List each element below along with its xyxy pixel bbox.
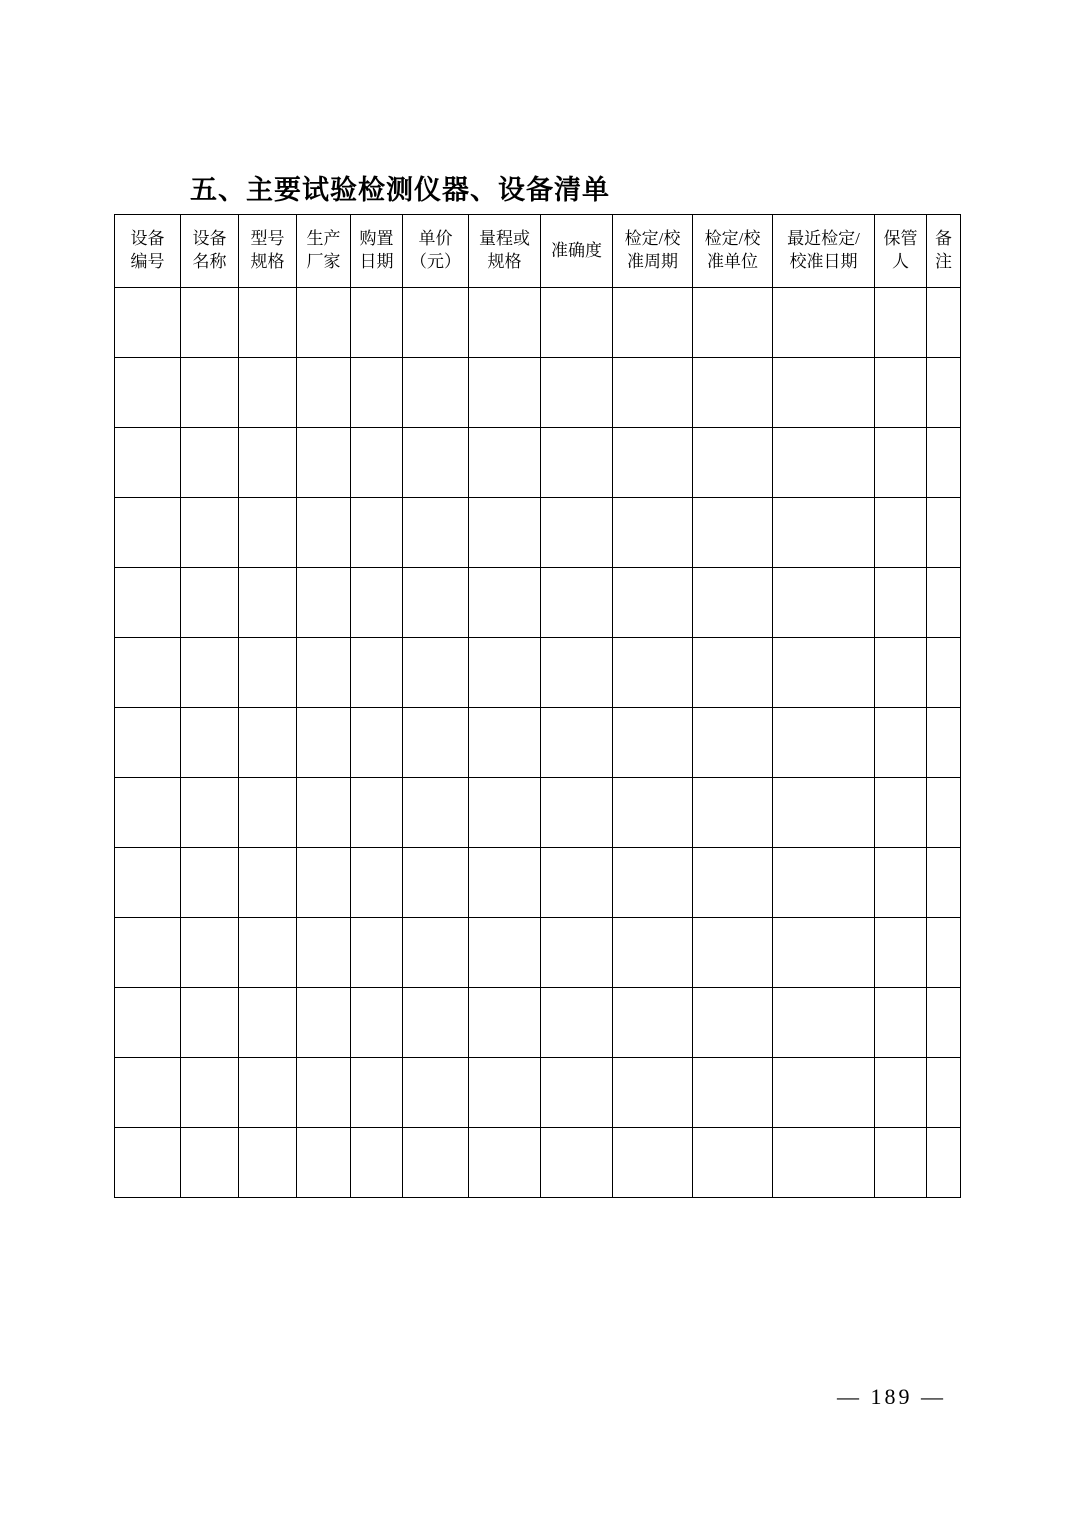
table-row bbox=[115, 638, 961, 708]
column-header-0 bbox=[115, 215, 181, 288]
table-row bbox=[115, 1128, 961, 1198]
table-cell[interactable] bbox=[613, 358, 693, 428]
page-title: 五、主要试验检测仪器、设备清单 bbox=[190, 175, 610, 205]
table-cell[interactable] bbox=[239, 988, 297, 1058]
table-cell[interactable] bbox=[693, 1058, 773, 1128]
table-cell[interactable] bbox=[541, 708, 613, 778]
column-header-11 bbox=[875, 215, 927, 288]
column-header-line2: 准周期 bbox=[627, 252, 678, 271]
table-cell[interactable] bbox=[403, 1058, 469, 1128]
table-header bbox=[115, 215, 961, 288]
table-cell[interactable] bbox=[239, 358, 297, 428]
table-cell[interactable] bbox=[541, 498, 613, 568]
table-cell[interactable] bbox=[541, 1058, 613, 1128]
table-cell[interactable] bbox=[693, 498, 773, 568]
table-cell[interactable] bbox=[239, 428, 297, 498]
table-cell[interactable] bbox=[773, 1058, 875, 1128]
table-cell[interactable] bbox=[469, 568, 541, 638]
table-row bbox=[115, 778, 961, 848]
column-header-12 bbox=[927, 215, 961, 288]
table-cell[interactable] bbox=[693, 288, 773, 358]
page-number: — 189 — bbox=[837, 1384, 946, 1409]
table-cell[interactable] bbox=[613, 1128, 693, 1198]
column-header-line2: 准单位 bbox=[707, 252, 758, 271]
table-row bbox=[115, 288, 961, 358]
table-cell[interactable] bbox=[297, 778, 351, 848]
table-cell[interactable] bbox=[115, 1128, 181, 1198]
table-cell[interactable] bbox=[875, 568, 927, 638]
table-cell[interactable] bbox=[403, 918, 469, 988]
table-cell[interactable] bbox=[403, 848, 469, 918]
column-header-line1: 设备 bbox=[192, 229, 227, 249]
table-cell[interactable] bbox=[297, 498, 351, 568]
table-cell[interactable] bbox=[403, 708, 469, 778]
table-cell[interactable] bbox=[927, 288, 961, 358]
table-cell[interactable] bbox=[773, 358, 875, 428]
table-cell[interactable] bbox=[613, 288, 693, 358]
table-row bbox=[115, 498, 961, 568]
column-header-line1: 型号 bbox=[250, 229, 285, 249]
table-cell[interactable] bbox=[181, 1128, 239, 1198]
table-cell[interactable] bbox=[773, 498, 875, 568]
table-row bbox=[115, 708, 961, 778]
table-cell[interactable] bbox=[875, 428, 927, 498]
table-cell[interactable] bbox=[875, 988, 927, 1058]
table-cell[interactable] bbox=[613, 848, 693, 918]
table-cell[interactable] bbox=[541, 848, 613, 918]
column-header-line2: 名称 bbox=[192, 252, 227, 271]
table-cell[interactable] bbox=[875, 848, 927, 918]
table-cell[interactable] bbox=[115, 848, 181, 918]
table-cell[interactable] bbox=[181, 848, 239, 918]
table-cell[interactable] bbox=[115, 638, 181, 708]
table-cell[interactable] bbox=[351, 498, 403, 568]
column-header-5 bbox=[403, 215, 469, 288]
table-cell[interactable] bbox=[115, 358, 181, 428]
table-cell[interactable] bbox=[181, 358, 239, 428]
table-cell[interactable] bbox=[927, 428, 961, 498]
table-cell[interactable] bbox=[927, 1128, 961, 1198]
table-header-row bbox=[115, 215, 961, 288]
table-cell[interactable] bbox=[351, 988, 403, 1058]
table-cell[interactable] bbox=[403, 988, 469, 1058]
table-cell[interactable] bbox=[403, 638, 469, 708]
table-cell[interactable] bbox=[773, 568, 875, 638]
table-cell[interactable] bbox=[469, 778, 541, 848]
column-header-10 bbox=[773, 215, 875, 288]
table-cell[interactable] bbox=[773, 708, 875, 778]
table-cell[interactable] bbox=[181, 638, 239, 708]
table-cell[interactable] bbox=[115, 708, 181, 778]
column-header-line2: 校准日期 bbox=[789, 252, 858, 271]
column-header-line1: 最近检定/ bbox=[787, 229, 860, 249]
table-cell[interactable] bbox=[469, 848, 541, 918]
table-cell[interactable] bbox=[773, 288, 875, 358]
table-cell[interactable] bbox=[613, 918, 693, 988]
table-cell[interactable] bbox=[693, 988, 773, 1058]
table-cell[interactable] bbox=[115, 778, 181, 848]
table-cell[interactable] bbox=[541, 988, 613, 1058]
table-cell[interactable] bbox=[927, 848, 961, 918]
table-cell[interactable] bbox=[181, 988, 239, 1058]
column-header-line1: 检定/校 bbox=[624, 229, 681, 249]
table-cell[interactable] bbox=[297, 1128, 351, 1198]
table-cell[interactable] bbox=[875, 918, 927, 988]
table-cell[interactable] bbox=[351, 638, 403, 708]
table-cell[interactable] bbox=[403, 358, 469, 428]
table-cell[interactable] bbox=[239, 288, 297, 358]
table-cell[interactable] bbox=[927, 498, 961, 568]
table-cell[interactable] bbox=[541, 918, 613, 988]
column-header-line2: 规格 bbox=[487, 252, 522, 271]
table-cell[interactable] bbox=[613, 568, 693, 638]
table-cell[interactable] bbox=[927, 358, 961, 428]
table-row bbox=[115, 428, 961, 498]
table-cell[interactable] bbox=[403, 778, 469, 848]
table-cell[interactable] bbox=[469, 918, 541, 988]
table-cell[interactable] bbox=[239, 848, 297, 918]
table-row bbox=[115, 358, 961, 428]
column-header-line1: 单价 bbox=[418, 229, 453, 249]
table-cell[interactable] bbox=[927, 1058, 961, 1128]
column-header-line2: 注 bbox=[935, 252, 952, 271]
table-cell[interactable] bbox=[613, 1058, 693, 1128]
table-cell[interactable] bbox=[115, 1058, 181, 1128]
table-cell[interactable] bbox=[613, 708, 693, 778]
table-cell[interactable] bbox=[297, 1058, 351, 1128]
table-cell[interactable] bbox=[351, 358, 403, 428]
table-cell[interactable] bbox=[693, 708, 773, 778]
table-cell[interactable] bbox=[469, 708, 541, 778]
table-cell[interactable] bbox=[239, 918, 297, 988]
table-cell[interactable] bbox=[875, 778, 927, 848]
table-cell[interactable] bbox=[613, 778, 693, 848]
table-cell[interactable] bbox=[181, 498, 239, 568]
table-cell[interactable] bbox=[297, 288, 351, 358]
table-cell[interactable] bbox=[115, 498, 181, 568]
table-cell[interactable] bbox=[927, 708, 961, 778]
table-cell[interactable] bbox=[875, 1128, 927, 1198]
table-cell[interactable] bbox=[469, 288, 541, 358]
table-cell[interactable] bbox=[239, 498, 297, 568]
table-cell[interactable] bbox=[181, 708, 239, 778]
table-cell[interactable] bbox=[297, 568, 351, 638]
table-cell[interactable] bbox=[541, 638, 613, 708]
table-cell[interactable] bbox=[403, 1128, 469, 1198]
table-cell[interactable] bbox=[403, 428, 469, 498]
column-header-8 bbox=[613, 215, 693, 288]
table-cell[interactable] bbox=[115, 428, 181, 498]
table-cell[interactable] bbox=[181, 1058, 239, 1128]
table-cell[interactable] bbox=[239, 778, 297, 848]
column-header-line1: 保管 bbox=[883, 229, 918, 249]
column-header-9 bbox=[693, 215, 773, 288]
column-header-4 bbox=[351, 215, 403, 288]
table-cell[interactable] bbox=[351, 1128, 403, 1198]
table-cell[interactable] bbox=[239, 708, 297, 778]
table-cell[interactable] bbox=[115, 568, 181, 638]
table-cell[interactable] bbox=[773, 638, 875, 708]
table-cell[interactable] bbox=[297, 428, 351, 498]
table-row bbox=[115, 848, 961, 918]
table-cell[interactable] bbox=[181, 288, 239, 358]
table-cell[interactable] bbox=[239, 568, 297, 638]
table-row bbox=[115, 568, 961, 638]
table-cell[interactable] bbox=[469, 428, 541, 498]
table-cell[interactable] bbox=[351, 568, 403, 638]
table-cell[interactable] bbox=[693, 848, 773, 918]
table-row bbox=[115, 988, 961, 1058]
table-cell[interactable] bbox=[613, 638, 693, 708]
table-cell[interactable] bbox=[239, 638, 297, 708]
column-header-3 bbox=[297, 215, 351, 288]
table-cell[interactable] bbox=[297, 638, 351, 708]
table-cell[interactable] bbox=[927, 568, 961, 638]
column-header-line2: 编号 bbox=[130, 252, 165, 271]
column-header-6 bbox=[469, 215, 541, 288]
table-body bbox=[115, 288, 961, 1198]
table-cell[interactable] bbox=[541, 568, 613, 638]
table-cell[interactable] bbox=[469, 1128, 541, 1198]
table-cell[interactable] bbox=[613, 498, 693, 568]
column-header-line1: 设备 bbox=[130, 229, 165, 249]
table-cell[interactable] bbox=[541, 1128, 613, 1198]
column-header-1 bbox=[181, 215, 239, 288]
table-cell[interactable] bbox=[297, 358, 351, 428]
table-cell[interactable] bbox=[403, 288, 469, 358]
table-row bbox=[115, 918, 961, 988]
table-cell[interactable] bbox=[469, 498, 541, 568]
table-cell[interactable] bbox=[693, 358, 773, 428]
table-cell[interactable] bbox=[297, 918, 351, 988]
table-cell[interactable] bbox=[927, 638, 961, 708]
table-cell[interactable] bbox=[181, 778, 239, 848]
table-cell[interactable] bbox=[351, 288, 403, 358]
table-cell[interactable] bbox=[541, 428, 613, 498]
table-cell[interactable] bbox=[773, 1128, 875, 1198]
column-header-line1: 检定/校 bbox=[704, 229, 761, 249]
column-header-line1: 量程或 bbox=[479, 229, 530, 249]
table-cell[interactable] bbox=[541, 288, 613, 358]
table-cell[interactable] bbox=[351, 848, 403, 918]
table-cell[interactable] bbox=[181, 568, 239, 638]
table-cell[interactable] bbox=[693, 428, 773, 498]
column-header-line1: 购置 bbox=[359, 229, 394, 249]
equipment-table-container bbox=[114, 214, 960, 1198]
column-header-line2: （元） bbox=[410, 252, 461, 271]
table-cell[interactable] bbox=[469, 1058, 541, 1128]
column-header-2 bbox=[239, 215, 297, 288]
column-header-7 bbox=[541, 215, 613, 288]
table-cell[interactable] bbox=[297, 708, 351, 778]
table-cell[interactable] bbox=[181, 428, 239, 498]
table-cell[interactable] bbox=[351, 428, 403, 498]
table-cell[interactable] bbox=[239, 1058, 297, 1128]
equipment-list-table bbox=[114, 214, 961, 1198]
table-cell[interactable] bbox=[773, 428, 875, 498]
table-cell[interactable] bbox=[773, 778, 875, 848]
table-cell[interactable] bbox=[875, 498, 927, 568]
table-cell[interactable] bbox=[693, 568, 773, 638]
table-cell[interactable] bbox=[403, 498, 469, 568]
table-cell[interactable] bbox=[351, 708, 403, 778]
table-cell[interactable] bbox=[613, 988, 693, 1058]
column-header-line2: 人 bbox=[892, 252, 909, 271]
table-cell[interactable] bbox=[351, 778, 403, 848]
table-cell[interactable] bbox=[541, 358, 613, 428]
table-cell[interactable] bbox=[875, 638, 927, 708]
table-cell[interactable] bbox=[693, 778, 773, 848]
table-cell[interactable] bbox=[927, 778, 961, 848]
table-cell[interactable] bbox=[773, 988, 875, 1058]
table-cell[interactable] bbox=[115, 918, 181, 988]
table-cell[interactable] bbox=[469, 358, 541, 428]
table-cell[interactable] bbox=[773, 848, 875, 918]
table-cell[interactable] bbox=[541, 778, 613, 848]
column-header-line1: 准确度 bbox=[551, 240, 602, 260]
table-cell[interactable] bbox=[351, 918, 403, 988]
column-header-line1: 备 bbox=[935, 229, 952, 249]
table-row bbox=[115, 1058, 961, 1128]
column-header-line1: 生产 bbox=[306, 229, 341, 249]
table-cell[interactable] bbox=[875, 708, 927, 778]
table-cell[interactable] bbox=[239, 1128, 297, 1198]
column-header-line2: 日期 bbox=[359, 252, 394, 271]
table-cell[interactable] bbox=[403, 568, 469, 638]
table-cell[interactable] bbox=[693, 638, 773, 708]
column-header-line2: 规格 bbox=[250, 252, 285, 271]
table-cell[interactable] bbox=[115, 288, 181, 358]
table-cell[interactable] bbox=[297, 988, 351, 1058]
table-cell[interactable] bbox=[927, 988, 961, 1058]
table-cell[interactable] bbox=[773, 918, 875, 988]
table-cell[interactable] bbox=[875, 358, 927, 428]
table-cell[interactable] bbox=[181, 918, 239, 988]
table-cell[interactable] bbox=[115, 988, 181, 1058]
table-cell[interactable] bbox=[875, 1058, 927, 1128]
column-header-line2: 厂家 bbox=[306, 252, 341, 271]
table-cell[interactable] bbox=[297, 848, 351, 918]
table-cell[interactable] bbox=[469, 638, 541, 708]
table-cell[interactable] bbox=[693, 918, 773, 988]
table-cell[interactable] bbox=[469, 988, 541, 1058]
table-cell[interactable] bbox=[693, 1128, 773, 1198]
table-cell[interactable] bbox=[351, 1058, 403, 1128]
table-cell[interactable] bbox=[613, 428, 693, 498]
table-cell[interactable] bbox=[875, 288, 927, 358]
table-cell[interactable] bbox=[927, 918, 961, 988]
